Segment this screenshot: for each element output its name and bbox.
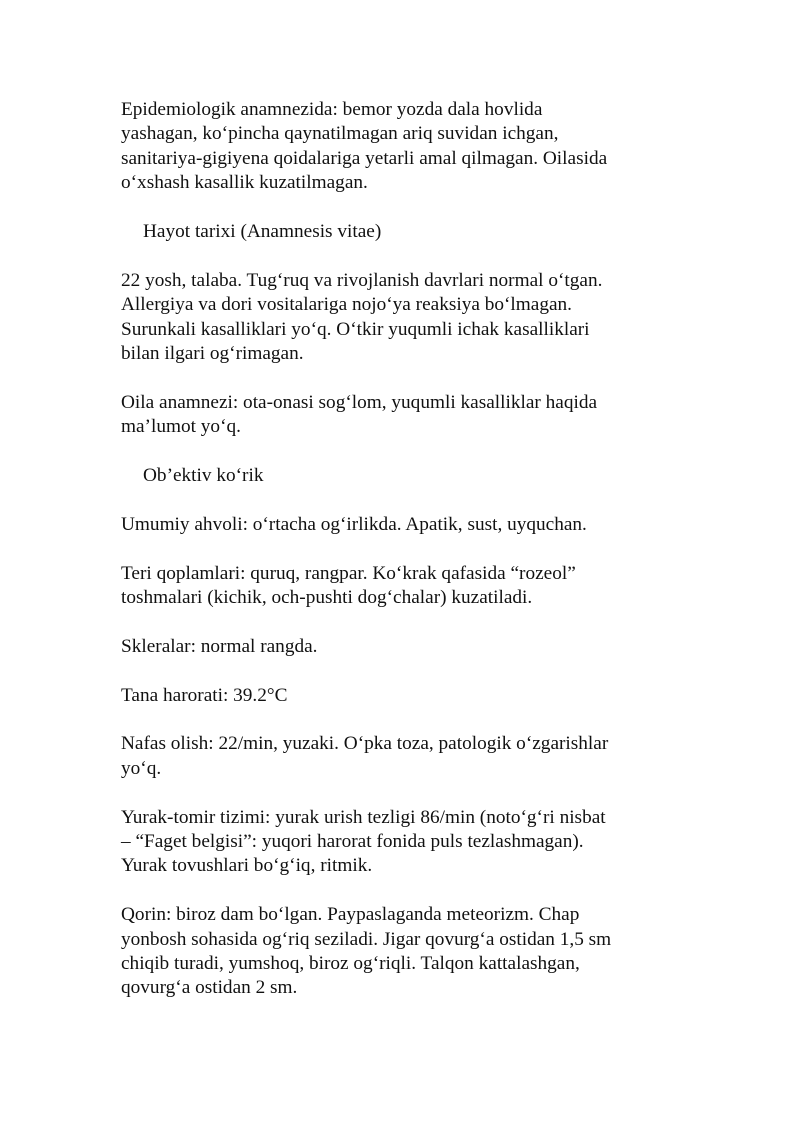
epidemiological-anamnesis-paragraph: Epidemiologik anamnezida: bemor yozda dala hovlida yashagan, ko‘pincha qaynatilmagan ariq suvidan ichgan, sanitariya-gigiyena qoidalariga yetarli amal qilmagan. Oilasida o‘xshash kasallik kuzatilmagan.	[121, 99, 608, 194]
document-page	[121, 98, 681, 1025]
life-history-heading: Hayot tarixi (Anamnesis vitae)	[143, 221, 382, 243]
objective-exam-heading: Ob’ektiv ko‘rik	[143, 465, 264, 487]
general-condition-paragraph: Umumiy ahvoli: o‘rtacha og‘irlikda. Apatik, sust, uyquchan.	[121, 513, 587, 535]
cardiovascular-paragraph: Yurak-tomir tizimi: yurak urish tezligi 86/min (noto‘g‘ri nisbat – “Faget belgisi”: yuqori harorat fonida puls tezlashmagan). Yurak tovushlari bo‘g‘iq, ritmik.	[121, 806, 606, 877]
skin-paragraph: Teri qoplamlari: quruq, rangpar. Ko‘krak qafasida “rozeol” toshmalari (kichik, och-pushti dog‘chalar) kuzatiladi.	[121, 562, 576, 609]
life-history-paragraph: 22 yosh, talaba. Tug‘ruq va rivojlanish davrlari normal o‘tgan. Allergiya va dori vositalariga nojo‘ya reaksiya bo‘lmagan. Surunkali kasalliklari yo‘q. O‘tkir yuqumli ichak kasalliklari bilan ilgari og‘rimagan.	[121, 269, 603, 365]
family-anamnesis-paragraph: Oila anamnezi: ota-onasi sog‘lom, yuqumli kasalliklar haqida ma’lumot yo‘q.	[121, 391, 598, 438]
body-temperature-paragraph: Tana harorati: 39.2°C	[121, 684, 288, 706]
sclera-paragraph: Skleralar: normal rangda.	[121, 635, 318, 657]
respiration-paragraph: Nafas olish: 22/min, yuzaki. O‘pka toza, patologik o‘zgarishlar yo‘q.	[121, 733, 609, 779]
abdomen-paragraph: Qorin: biroz dam bo‘lgan. Paypaslaganda meteorizm. Chap yonbosh sohasida og‘riq seziladi. Jigar qovurg‘a ostidan 1,5 sm chiqib turadi, yumshoq, biroz og‘riqli. Talqon kattalashgan, qovurg‘a ostidan 2 sm.	[121, 904, 612, 999]
